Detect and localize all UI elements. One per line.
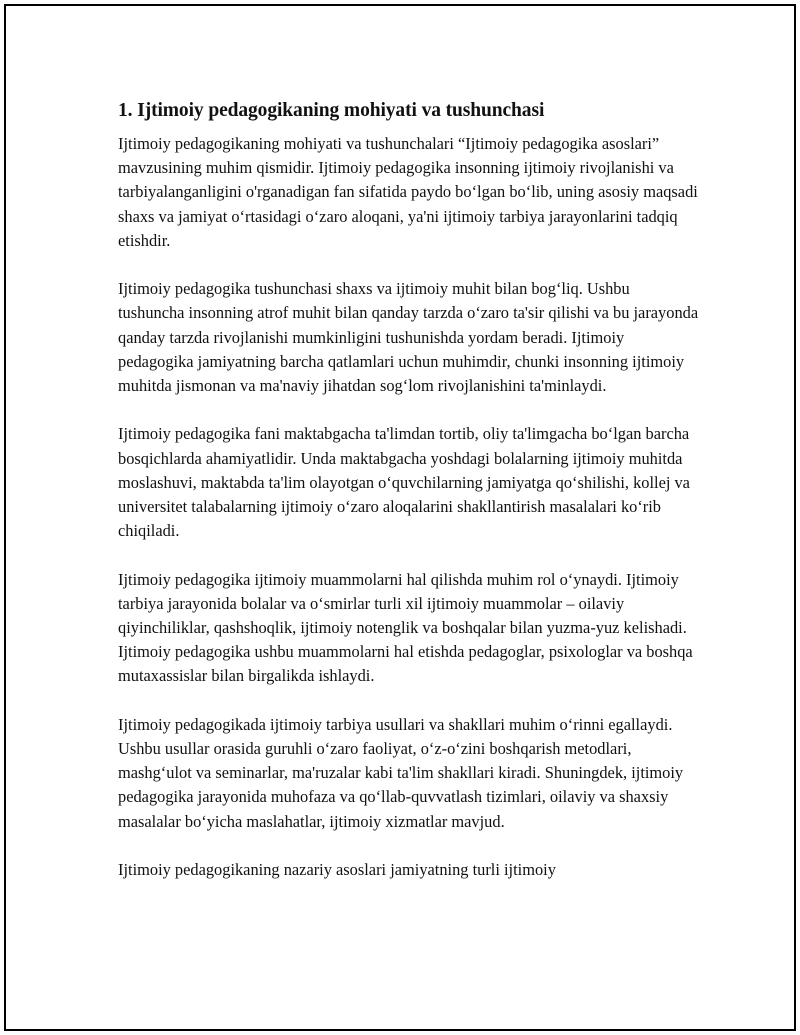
paragraph-4: Ijtimoiy pedagogika ijtimoiy muammolarni hal qilishda muhim rol o‘ynaydi. Ijtimoiy tarbiya jarayonida bolalar va o‘smirlar turli xil ijtimoiy muammolar – oilaviy qiyinchiliklar, qashshoqlik, ijtimoiy notenglik va boshqalar bilan yuzma-yuz kelishadi. Ijtimoiy pedagogika ushbu muammolarni hal etishda pedagoglar, psixologlar va boshqa mutaxassislar bilan birgalikda ishlaydi.: [118, 569, 693, 686]
paragraph-5: Ijtimoiy pedagogikada ijtimoiy tarbiya usullari va shakllari muhim o‘rinni egallaydi. Ushbu usullar orasida guruhli o‘zaro faoliyat, o‘z-o‘zini boshqarish metodlari, mashg‘ulot va seminarlar, ma'ruzalar kabi ta'lim shakllari kiradi. Shuningdek, ijtimoiy pedagogika jarayonida muhofaza va qo‘llab-quvvatlash tizimlari, oilaviy va shaxsiy masalalar bo‘yicha maslahatlar, ijtimoiy xizmatlar mavjud.: [118, 714, 684, 831]
document-body: [118, 98, 700, 882]
paragraph-2: Ijtimoiy pedagogika tushunchasi shaxs va ijtimoiy muhit bilan bog‘liq. Ushbu tushuncha insonning atrof muhit bilan qanday tarzda o‘zaro ta'sir qilishi va bu jarayonda qanday tarzda rivojlanishi mumkinligini tushunishda yordam beradi. Ijtimoiy pedagogika jamiyatning barcha qatlamlari uchun muhimdir, chunki insonning ijtimoiy muhitda jismonan va ma'naviy jihatdan sog‘lom rivojlanishini ta'minlaydi.: [118, 279, 699, 396]
paragraph-1: Ijtimoiy pedagogikaning mohiyati va tushunchalari “Ijtimoiy pedagogika asoslari” mavzusining muhim qismidir. Ijtimoiy pedagogika insonning ijtimoiy rivojlanishi va tarbiyalanganligini o'rganadigan fan sifatida paydo bo‘lgan bo‘lib, uning asosiy maqsadi shaxs va jamiyat o‘rtasidagi o‘zaro aloqani, ya'ni ijtimoiy tarbiya jarayonlarini tadqiq etishdir.: [118, 134, 698, 250]
section-heading: 1. Ijtimoiy pedagogikaning mohiyati va tushunchasi: [118, 100, 545, 121]
paragraph-6: Ijtimoiy pedagogikaning nazariy asoslari jamiyatning turli ijtimoiy: [118, 860, 556, 880]
page-frame: [4, 4, 796, 1031]
paragraph-3: Ijtimoiy pedagogika fani maktabgacha ta'limdan tortib, oliy ta'limgacha bo‘lgan barcha bosqichlarda ahamiyatlidir. Unda maktabgacha yoshdagi bolalarning ijtimoiy muhitda moslashuvi, maktabda ta'lim olayotgan o‘quvchilarning jamiyatga qo‘shilishi, kollej va universitet talabalarning ijtimoiy o‘zaro aloqalarini shakllantirish masalalari ko‘rib chiqiladi.: [118, 424, 690, 541]
